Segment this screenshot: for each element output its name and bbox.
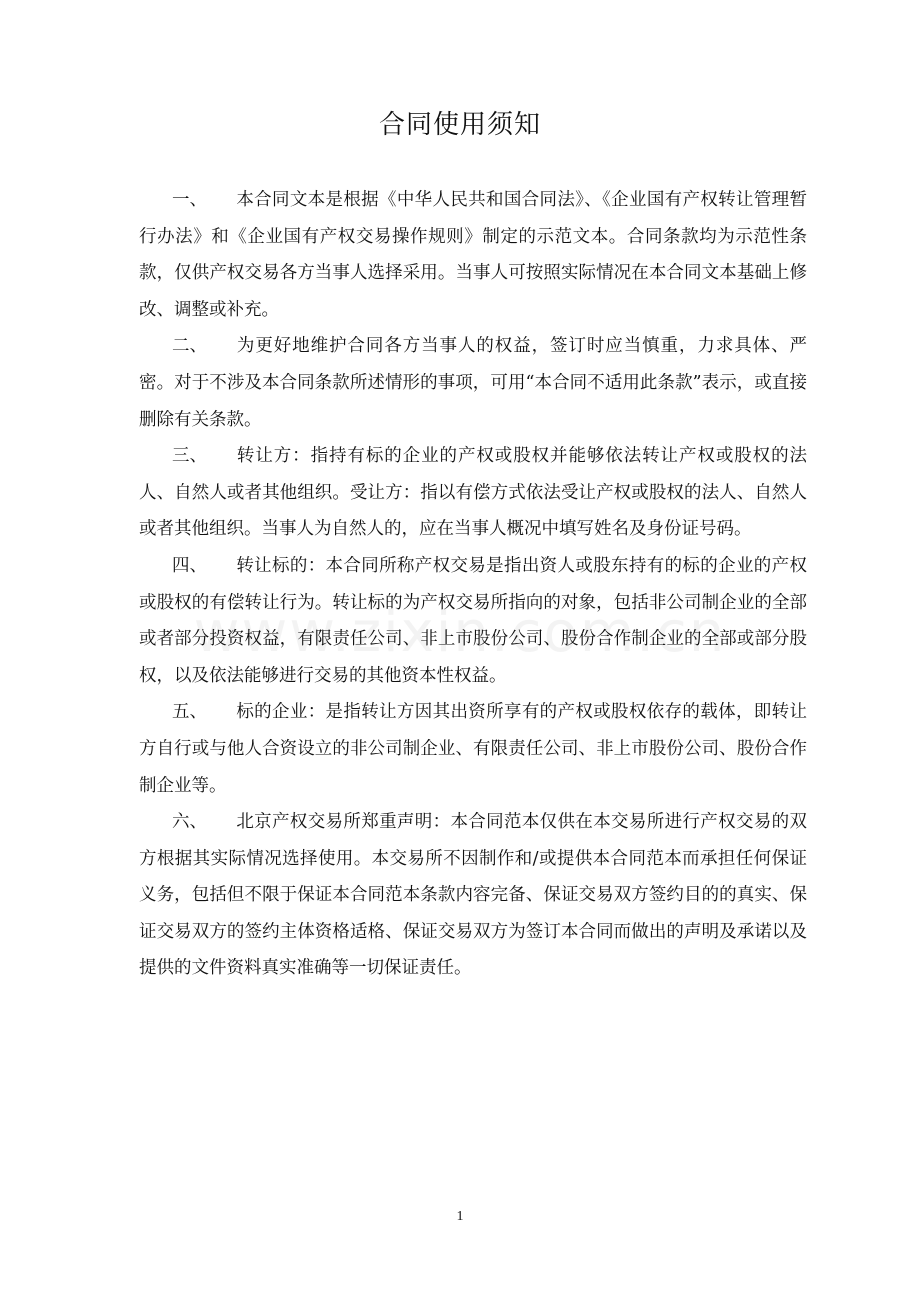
- page-number: 1: [456, 1209, 464, 1224]
- clause-number: 四、: [172, 555, 207, 576]
- clause-text: 转让标的：本合同所称产权交易是指出资人或股东持有的标的企业的产权或股权的有偿转让行为。转让标的为产权交易所指向的对象，包括非公司制企业的全部或者部分投资权益，有限责任公司、非上市股份公司、股份合作制企业的全部或部分股权，以及依法能够进行交易的其他资本性权益。: [139, 555, 807, 686]
- clause-2: [139, 328, 807, 438]
- clause-number: 六、: [172, 812, 207, 833]
- clause-1: [139, 182, 807, 328]
- clause-text: 转让方：指持有标的企业的产权或股权并能够依法转让产权或股权的法人、自然人或者其他组织。受让方：指以有偿方式依法受让产权或股权的法人、自然人或者其他组织。当事人为自然人的，应在当事人概况中填写姓名及身份证号码。: [139, 446, 807, 540]
- document-body: [139, 182, 807, 987]
- clause-number: 五、: [172, 702, 207, 723]
- clause-5: [139, 694, 807, 804]
- clause-4: [139, 548, 807, 694]
- clause-text: 为更好地维护合同各方当事人的权益，签订时应当慎重，力求具体、严密。对于不涉及本合同条款所述情形的事项，可用“本合同不适用此条款”表示，或直接删除有关条款。: [139, 336, 807, 430]
- clause-3: [139, 438, 807, 548]
- clause-text: 本合同文本是根据《中华人民共和国合同法》、《企业国有产权转让管理暂行办法》和《企业国有产权交易操作规则》制定的示范文本。合同条款均为示范性条款，仅供产权交易各方当事人选择采用。当事人可按照实际情况在本合同文本基础上修改、调整或补充。: [139, 190, 807, 320]
- document-title: 合同使用须知: [378, 110, 541, 140]
- clause-text: 北京产权交易所郑重声明：本合同范本仅供在本交易所进行产权交易的双方根据其实际情况选择使用。本交易所不因制作和/或提供本合同范本而承担任何保证义务，包括但不限于保证本合同范本条款内容完备、保证交易双方签约目的的真实、保证交易双方的签约主体资格适格、保证交易双方为签订本合同而做出的声明及承诺以及提供的文件资料真实准确等一切保证责任。: [139, 812, 807, 979]
- clause-6: [139, 804, 807, 987]
- clause-number: 一、: [172, 190, 207, 210]
- clause-number: 三、: [172, 446, 207, 467]
- clause-text: 标的企业：是指转让方因其出资所享有的产权或股权依存的载体，即转让方自行或与他人合资设立的非公司制企业、有限责任公司、非上市股份公司、股份合作制企业等。: [139, 702, 807, 796]
- clause-number: 二、: [172, 336, 207, 357]
